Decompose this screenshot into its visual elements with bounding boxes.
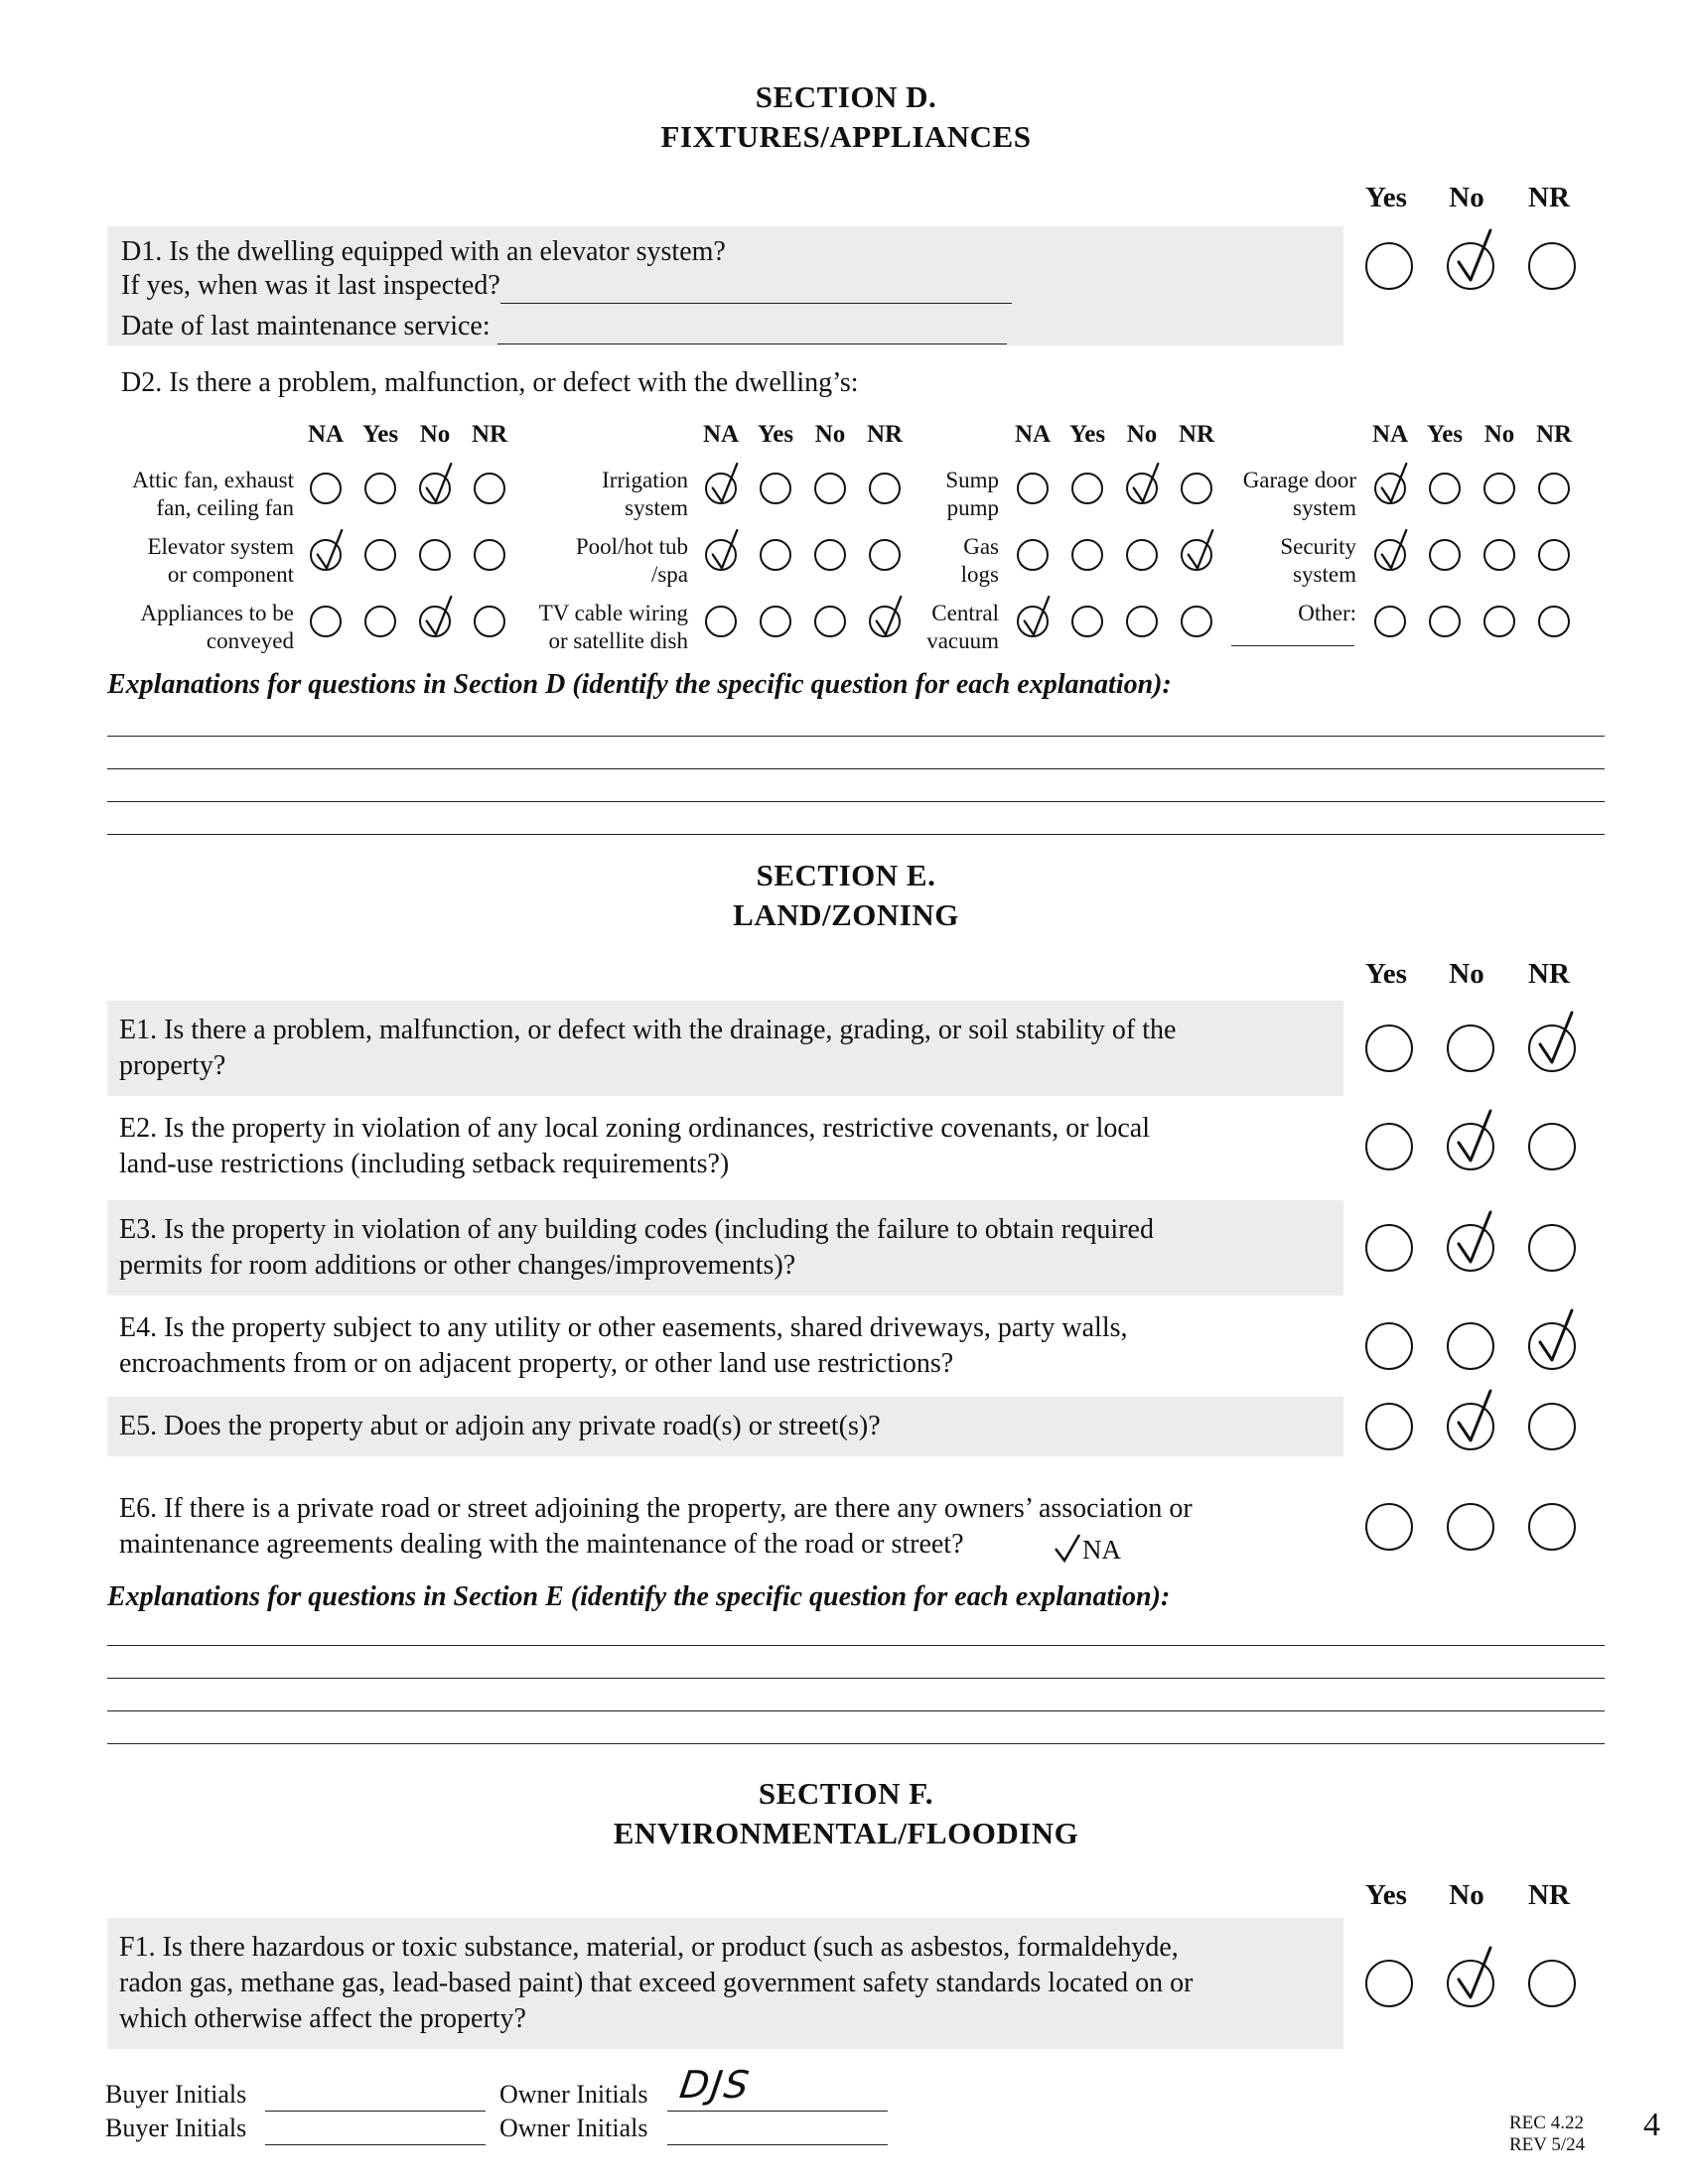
d2-col1-no-header: No [419, 421, 451, 448]
d2-col4-no-header: No [1483, 421, 1515, 448]
e6-question-line1: E6. If there is a private road or street adjoining the property, are there any owners’ association or [119, 1493, 1193, 1524]
d2-item-label [132, 467, 294, 522]
section-e-title: SECTION E. [756, 858, 936, 892]
check-mark-icon [422, 461, 456, 506]
d2-item-label-line2: /spa [650, 562, 688, 587]
e4-yes-radio[interactable] [1365, 1322, 1413, 1370]
d2-item-no-radio[interactable] [814, 473, 846, 504]
form-revision: REV 5/24 [1509, 2134, 1586, 2155]
d2-item-label-line1: Other: [1298, 601, 1356, 625]
d2-item-no-radio[interactable] [814, 606, 846, 637]
d2-item-na-radio[interactable] [705, 606, 737, 637]
buyer-initials-field-1[interactable] [265, 2111, 486, 2112]
d2-item-na-radio[interactable] [705, 539, 737, 571]
d2-item-no-radio[interactable] [1483, 473, 1515, 504]
f-yes-header: Yes [1365, 1879, 1407, 1911]
buyer-initials-field-2[interactable] [265, 2144, 486, 2145]
d2-item-label-line2: or component [167, 562, 294, 587]
section-e-explanation-line-4[interactable] [107, 1743, 1605, 1744]
d2-item-na-radio[interactable] [1017, 539, 1049, 571]
d2-item-label [961, 533, 999, 589]
d2-item-label [1280, 533, 1356, 589]
e4-question-line2: encroachments from or on adjacent property, or other land use restrictions? [119, 1348, 954, 1379]
d2-item-yes-radio[interactable] [760, 539, 791, 571]
d2-item-label [945, 467, 999, 522]
d2-item-yes-radio[interactable] [1429, 473, 1461, 504]
e-yes-header: Yes [1365, 958, 1407, 990]
d2-item-label-line2: vacuum [926, 628, 999, 653]
d2-item-na-radio[interactable] [1017, 606, 1049, 637]
d2-col4-na-header: NA [1371, 421, 1409, 448]
f1-nr-radio[interactable] [1528, 1960, 1576, 2007]
check-mark-icon [1053, 1533, 1082, 1565]
d2-item-yes-radio[interactable] [1071, 606, 1103, 637]
d2-item-label-line2: fan, ceiling fan [156, 495, 294, 520]
d1-question: D1. Is the dwelling equipped with an elevator system? [121, 236, 726, 267]
section-e-explanation-line-1[interactable] [107, 1645, 1605, 1646]
buyer-initials-label-1: Buyer Initials [105, 2080, 247, 2109]
d2-item-nr-radio[interactable] [1538, 539, 1570, 571]
check-mark-icon [1453, 1387, 1496, 1446]
e3-no-radio[interactable] [1447, 1224, 1494, 1272]
check-mark-icon [708, 527, 742, 573]
check-mark-icon [1534, 1306, 1578, 1366]
d2-item-label [926, 600, 999, 655]
d2-item-na-radio[interactable] [310, 539, 342, 571]
d2-item-nr-radio[interactable] [869, 539, 901, 571]
d2-item-no-radio[interactable] [1483, 606, 1515, 637]
e2-yes-radio[interactable] [1365, 1123, 1413, 1170]
check-mark-icon [1453, 226, 1496, 286]
d2-item-no-radio[interactable] [1126, 473, 1158, 504]
d2-item-label-line1: Appliances to be [140, 601, 294, 625]
d2-item-no-radio[interactable] [419, 539, 451, 571]
e2-no-radio[interactable] [1447, 1123, 1494, 1170]
check-mark-icon [1453, 1107, 1496, 1166]
check-mark-icon [1453, 1208, 1496, 1268]
d2-item-label [602, 467, 688, 522]
d2-item-label-line1: Gas [963, 534, 999, 559]
e4-nr-radio[interactable] [1528, 1322, 1576, 1370]
d2-item-nr-radio[interactable] [474, 606, 505, 637]
d2-item-na-radio[interactable] [1017, 473, 1049, 504]
owner-initials-field-2[interactable] [667, 2144, 888, 2145]
d1-inspected-label: If yes, when was it last inspected? [121, 270, 500, 301]
check-mark-icon [1184, 527, 1217, 573]
section-d-title: SECTION D. [755, 79, 937, 114]
d1-nr-radio[interactable] [1528, 242, 1576, 290]
section-d-explanation-line-1[interactable] [107, 736, 1605, 737]
e5-nr-radio[interactable] [1528, 1403, 1576, 1450]
d2-item-nr-radio[interactable] [1538, 606, 1570, 637]
e5-no-radio[interactable] [1447, 1403, 1494, 1450]
d2-item-label-line2: or satellite dish [548, 628, 688, 653]
d2-item-label [147, 533, 294, 589]
d2-item-na-radio[interactable] [1374, 473, 1406, 504]
buyer-initials-label-2: Buyer Initials [105, 2114, 247, 2142]
d1-maintenance-label: Date of last maintenance service: [121, 311, 491, 341]
d2-item-label-line1: Sump [945, 468, 999, 492]
d2-item-label-line2: logs [960, 562, 999, 587]
d2-item-no-radio[interactable] [1126, 606, 1158, 637]
check-mark-icon [1020, 594, 1054, 639]
d2-item-label-line1: Pool/hot tub [575, 534, 688, 559]
d2-item-label-line1: Garage door [1242, 468, 1356, 492]
check-mark-icon [1453, 1944, 1496, 2003]
e6-na-note [1053, 1532, 1121, 1568]
e3-yes-radio[interactable] [1365, 1224, 1413, 1272]
d2-item-label [1298, 600, 1356, 627]
check-mark-icon [313, 527, 347, 573]
d2-item-yes-radio[interactable] [1071, 539, 1103, 571]
d2-item-label-line1: Irrigation [602, 468, 688, 492]
f1-no-radio[interactable] [1447, 1960, 1494, 2007]
d2-col3-no-header: No [1126, 421, 1158, 448]
d2-item-yes-radio[interactable] [760, 606, 791, 637]
d2-item-no-radio[interactable] [419, 606, 451, 637]
d2-item-yes-radio[interactable] [364, 473, 396, 504]
d2-item-no-radio[interactable] [814, 539, 846, 571]
d2-item-yes-radio[interactable] [364, 606, 396, 637]
d2-item-na-radio[interactable] [310, 473, 342, 504]
e6-question-line2: maintenance agreements dealing with the maintenance of the road or street? [119, 1529, 964, 1560]
section-d-subtitle: FIXTURES/APPLIANCES [660, 119, 1032, 154]
owner-initials-label-2: Owner Initials [499, 2114, 648, 2142]
d2-item-nr-radio[interactable] [869, 473, 901, 504]
d2-item-label [576, 533, 688, 589]
d2-item-label-line2: pump [946, 495, 999, 520]
check-mark-icon [1377, 527, 1411, 573]
d2-item-label-line1: Central [931, 601, 999, 625]
e6-yes-radio[interactable] [1365, 1503, 1413, 1551]
nr-header: NR [1528, 182, 1570, 213]
check-mark-icon [872, 594, 906, 639]
section-d-explanation-line-3[interactable] [107, 801, 1605, 802]
e6-nr-radio[interactable] [1528, 1503, 1576, 1551]
d2-item-label-line1: Attic fan, exhaust [132, 468, 294, 492]
section-d-explanation-line-4[interactable] [107, 834, 1605, 835]
yes-header: Yes [1365, 182, 1407, 213]
d2-item-nr-radio[interactable] [474, 473, 505, 504]
d2-item-label-line2: conveyed [206, 628, 294, 653]
e4-question-line1: E4. Is the property subject to any utility or other easements, shared driveways, party walls, [119, 1312, 1128, 1343]
d1-inspected-row [121, 268, 1012, 304]
check-mark-icon [708, 461, 742, 506]
d1-no-radio[interactable] [1447, 242, 1494, 290]
d1-yes-radio[interactable] [1365, 242, 1413, 290]
d2-item-label-line1: Elevator system [147, 534, 294, 559]
f-no-header: No [1449, 1879, 1484, 1911]
d2-item-nr-radio[interactable] [1181, 473, 1212, 504]
f-nr-header: NR [1528, 1879, 1570, 1911]
f1-question-line2: radon gas, methane gas, lead-based paint) that exceed government safety standards located on or [119, 1968, 1194, 1998]
d2-col2-yes-header: Yes [757, 421, 794, 448]
d2-item-nr-radio[interactable] [869, 606, 901, 637]
d2-col2-na-header: NA [702, 421, 740, 448]
e-no-header: No [1449, 958, 1484, 990]
e6-na-text: NA [1082, 1535, 1121, 1565]
section-e-explanation-line-2[interactable] [107, 1678, 1605, 1679]
d2-item-na-radio[interactable] [1374, 539, 1406, 571]
f1-question-line1: F1. Is there hazardous or toxic substance, material, or product (such as asbestos, formaldehyde, [119, 1932, 1179, 1963]
check-mark-icon [1377, 461, 1411, 506]
e3-nr-radio[interactable] [1528, 1224, 1576, 1272]
d2-item-label-line2: system [625, 495, 688, 520]
d2-item-label-line2: system [1293, 495, 1356, 520]
d2-col1-na-header: NA [307, 421, 345, 448]
section-d-explanation-line-2[interactable] [107, 768, 1605, 769]
e1-nr-radio[interactable] [1528, 1024, 1576, 1072]
d2-col2-no-header: No [814, 421, 846, 448]
d2-item-no-radio[interactable] [1483, 539, 1515, 571]
section-e-explanations-label: Explanations for questions in Section E (identify the specific question for each explanation): [107, 1581, 1171, 1612]
d2-item-yes-radio[interactable] [1071, 473, 1103, 504]
e3-question-line1: E3. Is the property in violation of any building codes (including the failure to obtain required [119, 1214, 1154, 1245]
check-mark-icon [422, 594, 456, 639]
d2-other-field[interactable] [1231, 645, 1354, 646]
d1-maintenance-row [121, 309, 1007, 344]
e2-question-line1: E2. Is the property in violation of any local zoning ordinances, restrictive covenants, or local [119, 1113, 1151, 1144]
e-nr-header: NR [1528, 958, 1570, 990]
e1-question-line2: property? [119, 1050, 226, 1081]
d2-item-nr-radio[interactable] [474, 539, 505, 571]
section-e-subtitle: LAND/ZONING [733, 897, 959, 932]
check-mark-icon [1129, 461, 1163, 506]
d2-item-nr-radio[interactable] [1538, 473, 1570, 504]
d1-maintenance-field[interactable] [497, 343, 1007, 344]
d2-col3-yes-header: Yes [1068, 421, 1106, 448]
section-d-explanations-label: Explanations for questions in Section D (identify the specific question for each explanation): [107, 669, 1172, 700]
d2-col3-na-header: NA [1014, 421, 1052, 448]
d2-col4-yes-header: Yes [1426, 421, 1464, 448]
d2-question: D2. Is there a problem, malfunction, or defect with the dwelling’s: [121, 367, 859, 398]
e2-question-line2: land-use restrictions (including setback requirements?) [119, 1149, 730, 1179]
page-number: 4 [1643, 2107, 1660, 2143]
owner-initials-field-1[interactable] [667, 2111, 888, 2112]
owner-initials-signature: DJS [676, 2063, 754, 2107]
e3-question-line2: permits for room additions or other changes/improvements)? [119, 1250, 796, 1281]
no-header: No [1449, 182, 1484, 213]
d2-item-label-line1: Security [1280, 534, 1356, 559]
d2-item-yes-radio[interactable] [1429, 539, 1461, 571]
e4-no-radio[interactable] [1447, 1322, 1494, 1370]
d2-item-nr-radio[interactable] [1181, 539, 1212, 571]
d2-col3-nr-header: NR [1178, 421, 1215, 448]
e1-question-line1: E1. Is there a problem, malfunction, or defect with the drainage, grading, or soil stability of the [119, 1015, 1177, 1045]
d2-item-na-radio[interactable] [310, 606, 342, 637]
e5-yes-radio[interactable] [1365, 1403, 1413, 1450]
d2-item-label-line2: system [1293, 562, 1356, 587]
owner-initials-label-1: Owner Initials [499, 2080, 648, 2109]
d2-col2-nr-header: NR [866, 421, 904, 448]
d2-col4-nr-header: NR [1535, 421, 1573, 448]
d2-item-no-radio[interactable] [1126, 539, 1158, 571]
d2-item-na-radio[interactable] [705, 473, 737, 504]
form-code: REC 4.22 [1509, 2113, 1584, 2133]
section-e-explanation-line-3[interactable] [107, 1710, 1605, 1711]
e2-nr-radio[interactable] [1528, 1123, 1576, 1170]
e1-yes-radio[interactable] [1365, 1024, 1413, 1072]
d2-item-na-radio[interactable] [1374, 606, 1406, 637]
section-f-subtitle: ENVIRONMENTAL/FLOODING [613, 1816, 1079, 1850]
d2-item-yes-radio[interactable] [1429, 606, 1461, 637]
d2-item-label-line1: TV cable wiring [538, 601, 688, 625]
d1-inspected-field[interactable] [500, 303, 1012, 304]
d2-item-label [140, 600, 294, 655]
check-mark-icon [1534, 1009, 1578, 1068]
section-f-title: SECTION F. [758, 1776, 934, 1811]
f1-yes-radio[interactable] [1365, 1960, 1413, 2007]
d2-col1-nr-header: NR [471, 421, 508, 448]
d2-item-label [539, 600, 688, 655]
d2-item-no-radio[interactable] [419, 473, 451, 504]
f1-question-line3: which otherwise affect the property? [119, 2003, 526, 2034]
e1-no-radio[interactable] [1447, 1024, 1494, 1072]
d2-col1-yes-header: Yes [361, 421, 399, 448]
d2-item-nr-radio[interactable] [1181, 606, 1212, 637]
e6-no-radio[interactable] [1447, 1503, 1494, 1551]
e5-question-line1: E5. Does the property abut or adjoin any private road(s) or street(s)? [119, 1411, 881, 1441]
d2-item-label [1243, 467, 1356, 522]
d2-item-yes-radio[interactable] [364, 539, 396, 571]
d2-item-yes-radio[interactable] [760, 473, 791, 504]
